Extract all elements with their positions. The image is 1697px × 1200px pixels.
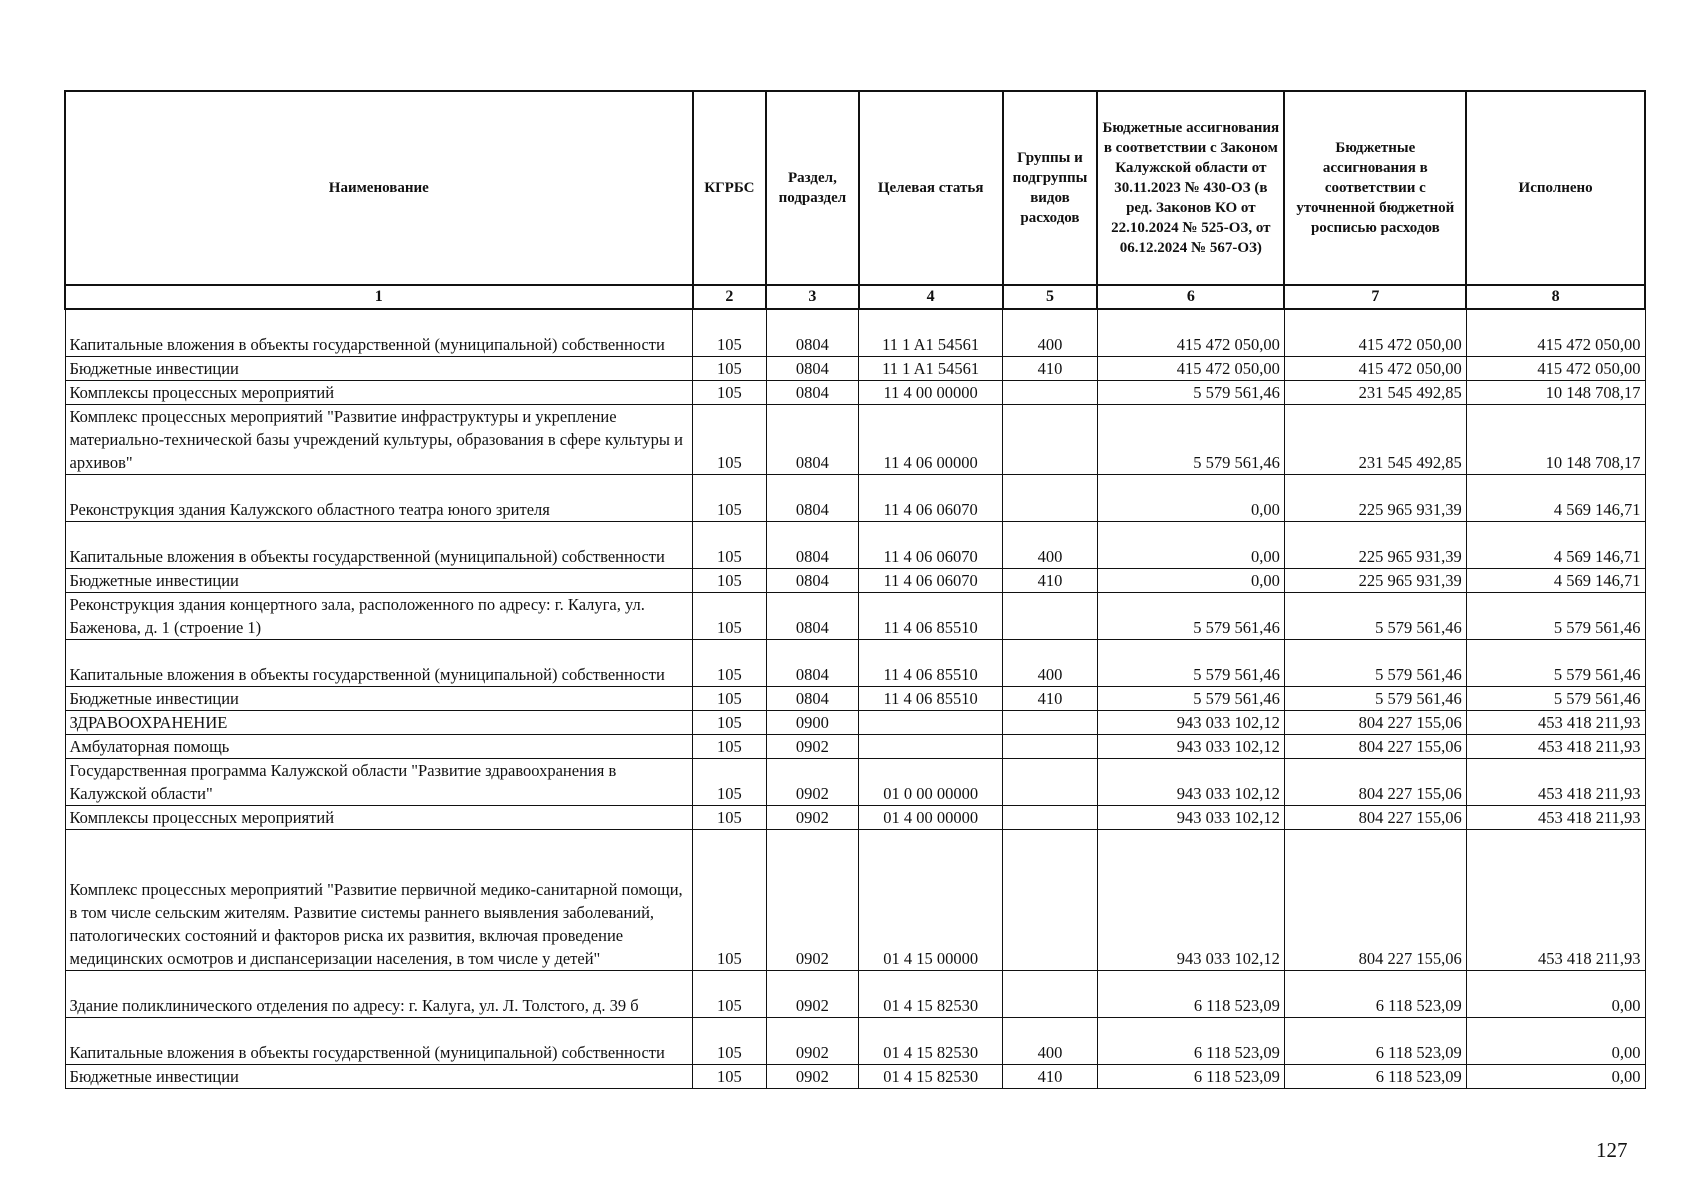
row-kgrbs: 105: [693, 829, 767, 970]
row-law-allocation: 6 118 523,09: [1097, 1064, 1284, 1088]
row-kgrbs: 105: [693, 592, 767, 639]
row-executed: 10 148 708,17: [1466, 404, 1645, 474]
row-name: Амбулаторная помощь: [65, 734, 693, 758]
row-target-article: 11 4 00 00000: [859, 380, 1003, 404]
header-razdel: Раздел, подраздел: [766, 91, 859, 285]
row-law-allocation: 943 033 102,12: [1097, 805, 1284, 829]
row-kgrbs: 105: [693, 404, 767, 474]
row-target-article: [859, 710, 1003, 734]
row-target-article: 11 1 A1 54561: [859, 309, 1003, 356]
row-target-article: 01 4 15 00000: [859, 829, 1003, 970]
row-name: ЗДРАВООХРАНЕНИЕ: [65, 710, 693, 734]
row-executed: 4 569 146,71: [1466, 474, 1645, 521]
row-expense-group: 400: [1003, 1017, 1098, 1064]
row-law-allocation: 0,00: [1097, 474, 1284, 521]
table-header: [65, 91, 1645, 309]
column-number: 2: [693, 285, 767, 309]
row-expense-group: 400: [1003, 639, 1098, 686]
table-row: [65, 734, 1645, 758]
row-refined-allocation: 804 227 155,06: [1284, 758, 1466, 805]
row-refined-allocation: 804 227 155,06: [1284, 710, 1466, 734]
row-executed: 4 569 146,71: [1466, 521, 1645, 568]
row-executed: 4 569 146,71: [1466, 568, 1645, 592]
row-executed: 415 472 050,00: [1466, 309, 1645, 356]
table-row: [65, 639, 1645, 686]
row-refined-allocation: 5 579 561,46: [1284, 686, 1466, 710]
row-target-article: 01 4 15 82530: [859, 1017, 1003, 1064]
header-law-allocations: Бюджетные ассигнования в соответствии с Законом Калужской области от 30.11.2023 № 430-ОЗ (в ред. Законов КО от 22.10.2024 № 525-ОЗ, от 06.12.2024 № 567-ОЗ): [1097, 91, 1284, 285]
row-razdel: 0804: [766, 568, 859, 592]
row-refined-allocation: 415 472 050,00: [1284, 356, 1466, 380]
row-law-allocation: 6 118 523,09: [1097, 970, 1284, 1017]
row-refined-allocation: 804 227 155,06: [1284, 829, 1466, 970]
row-law-allocation: 0,00: [1097, 521, 1284, 568]
table-row: [65, 380, 1645, 404]
row-kgrbs: 105: [693, 521, 767, 568]
table-row: [65, 1064, 1645, 1088]
row-law-allocation: 943 033 102,12: [1097, 710, 1284, 734]
column-number: 3: [766, 285, 859, 309]
row-name: Здание поликлинического отделения по адресу: г. Калуга, ул. Л. Толстого, д. 39 б: [65, 970, 693, 1017]
row-executed: 453 418 211,93: [1466, 758, 1645, 805]
table-row: [65, 970, 1645, 1017]
row-name: Бюджетные инвестиции: [65, 356, 693, 380]
row-refined-allocation: 5 579 561,46: [1284, 592, 1466, 639]
row-razdel: 0804: [766, 380, 859, 404]
row-name: Комплексы процессных мероприятий: [65, 380, 693, 404]
column-number: 6: [1097, 285, 1284, 309]
row-law-allocation: 6 118 523,09: [1097, 1017, 1284, 1064]
row-kgrbs: 105: [693, 1064, 767, 1088]
row-razdel: 0804: [766, 404, 859, 474]
row-target-article: 11 4 06 00000: [859, 404, 1003, 474]
row-name: Комплекс процессных мероприятий "Развитие инфраструктуры и укрепление материально-технической базы учреждений культуры, образования в сфере культуры и архивов": [65, 404, 693, 474]
row-expense-group: [1003, 380, 1098, 404]
row-kgrbs: 105: [693, 734, 767, 758]
row-name: Капитальные вложения в объекты государственной (муниципальной) собственности: [65, 521, 693, 568]
row-target-article: 11 4 06 85510: [859, 686, 1003, 710]
row-kgrbs: 105: [693, 686, 767, 710]
column-number: 8: [1466, 285, 1645, 309]
table-row: [65, 309, 1645, 356]
row-executed: 453 418 211,93: [1466, 710, 1645, 734]
row-executed: 415 472 050,00: [1466, 356, 1645, 380]
row-kgrbs: 105: [693, 970, 767, 1017]
table-row: [65, 474, 1645, 521]
row-executed: 453 418 211,93: [1466, 805, 1645, 829]
row-law-allocation: 415 472 050,00: [1097, 356, 1284, 380]
row-razdel: 0902: [766, 1064, 859, 1088]
row-kgrbs: 105: [693, 710, 767, 734]
row-kgrbs: 105: [693, 380, 767, 404]
row-name: Капитальные вложения в объекты государственной (муниципальной) собственности: [65, 1017, 693, 1064]
row-kgrbs: 105: [693, 309, 767, 356]
row-target-article: 01 4 00 00000: [859, 805, 1003, 829]
table-row: [65, 805, 1645, 829]
row-expense-group: [1003, 758, 1098, 805]
row-law-allocation: 5 579 561,46: [1097, 380, 1284, 404]
row-target-article: 11 4 06 06070: [859, 474, 1003, 521]
row-refined-allocation: 6 118 523,09: [1284, 1064, 1466, 1088]
row-name: Бюджетные инвестиции: [65, 1064, 693, 1088]
row-executed: 5 579 561,46: [1466, 686, 1645, 710]
row-expense-group: 410: [1003, 568, 1098, 592]
column-number: 1: [65, 285, 693, 309]
row-law-allocation: 5 579 561,46: [1097, 404, 1284, 474]
row-expense-group: [1003, 710, 1098, 734]
row-expense-group: [1003, 970, 1098, 1017]
table-row: [65, 686, 1645, 710]
row-law-allocation: 943 033 102,12: [1097, 734, 1284, 758]
row-refined-allocation: 231 545 492,85: [1284, 380, 1466, 404]
row-kgrbs: 105: [693, 356, 767, 380]
row-refined-allocation: 804 227 155,06: [1284, 805, 1466, 829]
row-name: Комплексы процессных мероприятий: [65, 805, 693, 829]
row-kgrbs: 105: [693, 474, 767, 521]
row-executed: 5 579 561,46: [1466, 639, 1645, 686]
row-name: Бюджетные инвестиции: [65, 686, 693, 710]
row-executed: 453 418 211,93: [1466, 829, 1645, 970]
row-expense-group: 410: [1003, 686, 1098, 710]
row-name: Капитальные вложения в объекты государственной (муниципальной) собственности: [65, 309, 693, 356]
table-row: [65, 829, 1645, 970]
row-executed: 453 418 211,93: [1466, 734, 1645, 758]
row-expense-group: 410: [1003, 1064, 1098, 1088]
row-law-allocation: 5 579 561,46: [1097, 686, 1284, 710]
row-refined-allocation: 225 965 931,39: [1284, 521, 1466, 568]
table-row: [65, 404, 1645, 474]
row-target-article: 11 4 06 85510: [859, 639, 1003, 686]
row-name: Государственная программа Калужской области "Развитие здравоохранения в Калужской области": [65, 758, 693, 805]
row-expense-group: 410: [1003, 356, 1098, 380]
row-razdel: 0804: [766, 639, 859, 686]
row-refined-allocation: 5 579 561,46: [1284, 639, 1466, 686]
row-name: Реконструкция здания концертного зала, расположенного по адресу: г. Калуга, ул. Баженова, д. 1 (строение 1): [65, 592, 693, 639]
row-target-article: 11 4 06 06070: [859, 521, 1003, 568]
row-razdel: 0902: [766, 734, 859, 758]
header-name: Наименование: [65, 91, 693, 285]
row-razdel: 0804: [766, 521, 859, 568]
row-law-allocation: 415 472 050,00: [1097, 309, 1284, 356]
row-name: Бюджетные инвестиции: [65, 568, 693, 592]
row-razdel: 0902: [766, 829, 859, 970]
table-row: [65, 758, 1645, 805]
row-name: Капитальные вложения в объекты государственной (муниципальной) собственности: [65, 639, 693, 686]
row-razdel: 0902: [766, 758, 859, 805]
row-name: Комплекс процессных мероприятий "Развитие первичной медико-санитарной помощи, в том числе сельским жителям. Развитие системы раннего выявления заболеваний, патологических состояний и факторов риска их развития, включая проведение медицинских осмотров и диспансеризации населения, в том числе у детей": [65, 829, 693, 970]
row-expense-group: [1003, 805, 1098, 829]
row-expense-group: [1003, 592, 1098, 639]
row-executed: 0,00: [1466, 970, 1645, 1017]
row-target-article: 11 1 A1 54561: [859, 356, 1003, 380]
table-row: [65, 710, 1645, 734]
header-expense-groups: Группы и подгруппы видов расходов: [1003, 91, 1098, 285]
row-razdel: 0804: [766, 309, 859, 356]
row-executed: 5 579 561,46: [1466, 592, 1645, 639]
row-razdel: 0902: [766, 1017, 859, 1064]
header-refined-allocations: Бюджетные ассигнования в соответствии с уточненной бюджетной росписью расходов: [1284, 91, 1466, 285]
row-law-allocation: 5 579 561,46: [1097, 639, 1284, 686]
row-name: Реконструкция здания Калужского областного театра юного зрителя: [65, 474, 693, 521]
row-razdel: 0804: [766, 592, 859, 639]
row-refined-allocation: 225 965 931,39: [1284, 568, 1466, 592]
row-kgrbs: 105: [693, 805, 767, 829]
row-refined-allocation: 415 472 050,00: [1284, 309, 1466, 356]
page-number: 127: [1596, 1138, 1628, 1162]
table-row: [65, 1017, 1645, 1064]
row-law-allocation: 0,00: [1097, 568, 1284, 592]
row-target-article: 11 4 06 85510: [859, 592, 1003, 639]
row-razdel: 0804: [766, 686, 859, 710]
row-razdel: 0902: [766, 970, 859, 1017]
row-law-allocation: 5 579 561,46: [1097, 592, 1284, 639]
table-body: [65, 309, 1645, 1088]
row-expense-group: [1003, 829, 1098, 970]
row-target-article: 01 4 15 82530: [859, 970, 1003, 1017]
table-row: [65, 356, 1645, 380]
row-refined-allocation: 6 118 523,09: [1284, 970, 1466, 1017]
column-number: 4: [859, 285, 1003, 309]
row-kgrbs: 105: [693, 758, 767, 805]
row-razdel: 0900: [766, 710, 859, 734]
row-target-article: [859, 734, 1003, 758]
header-kgrbs: КГРБС: [693, 91, 767, 285]
row-refined-allocation: 804 227 155,06: [1284, 734, 1466, 758]
row-kgrbs: 105: [693, 568, 767, 592]
row-razdel: 0804: [766, 474, 859, 521]
table-row: [65, 521, 1645, 568]
row-expense-group: [1003, 734, 1098, 758]
row-refined-allocation: 6 118 523,09: [1284, 1017, 1466, 1064]
table-row: [65, 592, 1645, 639]
row-target-article: 11 4 06 06070: [859, 568, 1003, 592]
header-target-article: Целевая статья: [859, 91, 1003, 285]
row-refined-allocation: 225 965 931,39: [1284, 474, 1466, 521]
row-razdel: 0902: [766, 805, 859, 829]
column-number: 5: [1003, 285, 1098, 309]
row-executed: 0,00: [1466, 1064, 1645, 1088]
header-executed: Исполнено: [1466, 91, 1645, 285]
table-row: [65, 568, 1645, 592]
row-kgrbs: 105: [693, 1017, 767, 1064]
row-expense-group: 400: [1003, 521, 1098, 568]
row-expense-group: 400: [1003, 309, 1098, 356]
row-target-article: 01 4 15 82530: [859, 1064, 1003, 1088]
row-executed: 0,00: [1466, 1017, 1645, 1064]
row-expense-group: [1003, 404, 1098, 474]
row-executed: 10 148 708,17: [1466, 380, 1645, 404]
row-expense-group: [1003, 474, 1098, 521]
column-number: 7: [1284, 285, 1466, 309]
row-kgrbs: 105: [693, 639, 767, 686]
row-law-allocation: 943 033 102,12: [1097, 758, 1284, 805]
budget-table: [64, 90, 1646, 1089]
row-target-article: 01 0 00 00000: [859, 758, 1003, 805]
row-law-allocation: 943 033 102,12: [1097, 829, 1284, 970]
row-razdel: 0804: [766, 356, 859, 380]
row-refined-allocation: 231 545 492,85: [1284, 404, 1466, 474]
